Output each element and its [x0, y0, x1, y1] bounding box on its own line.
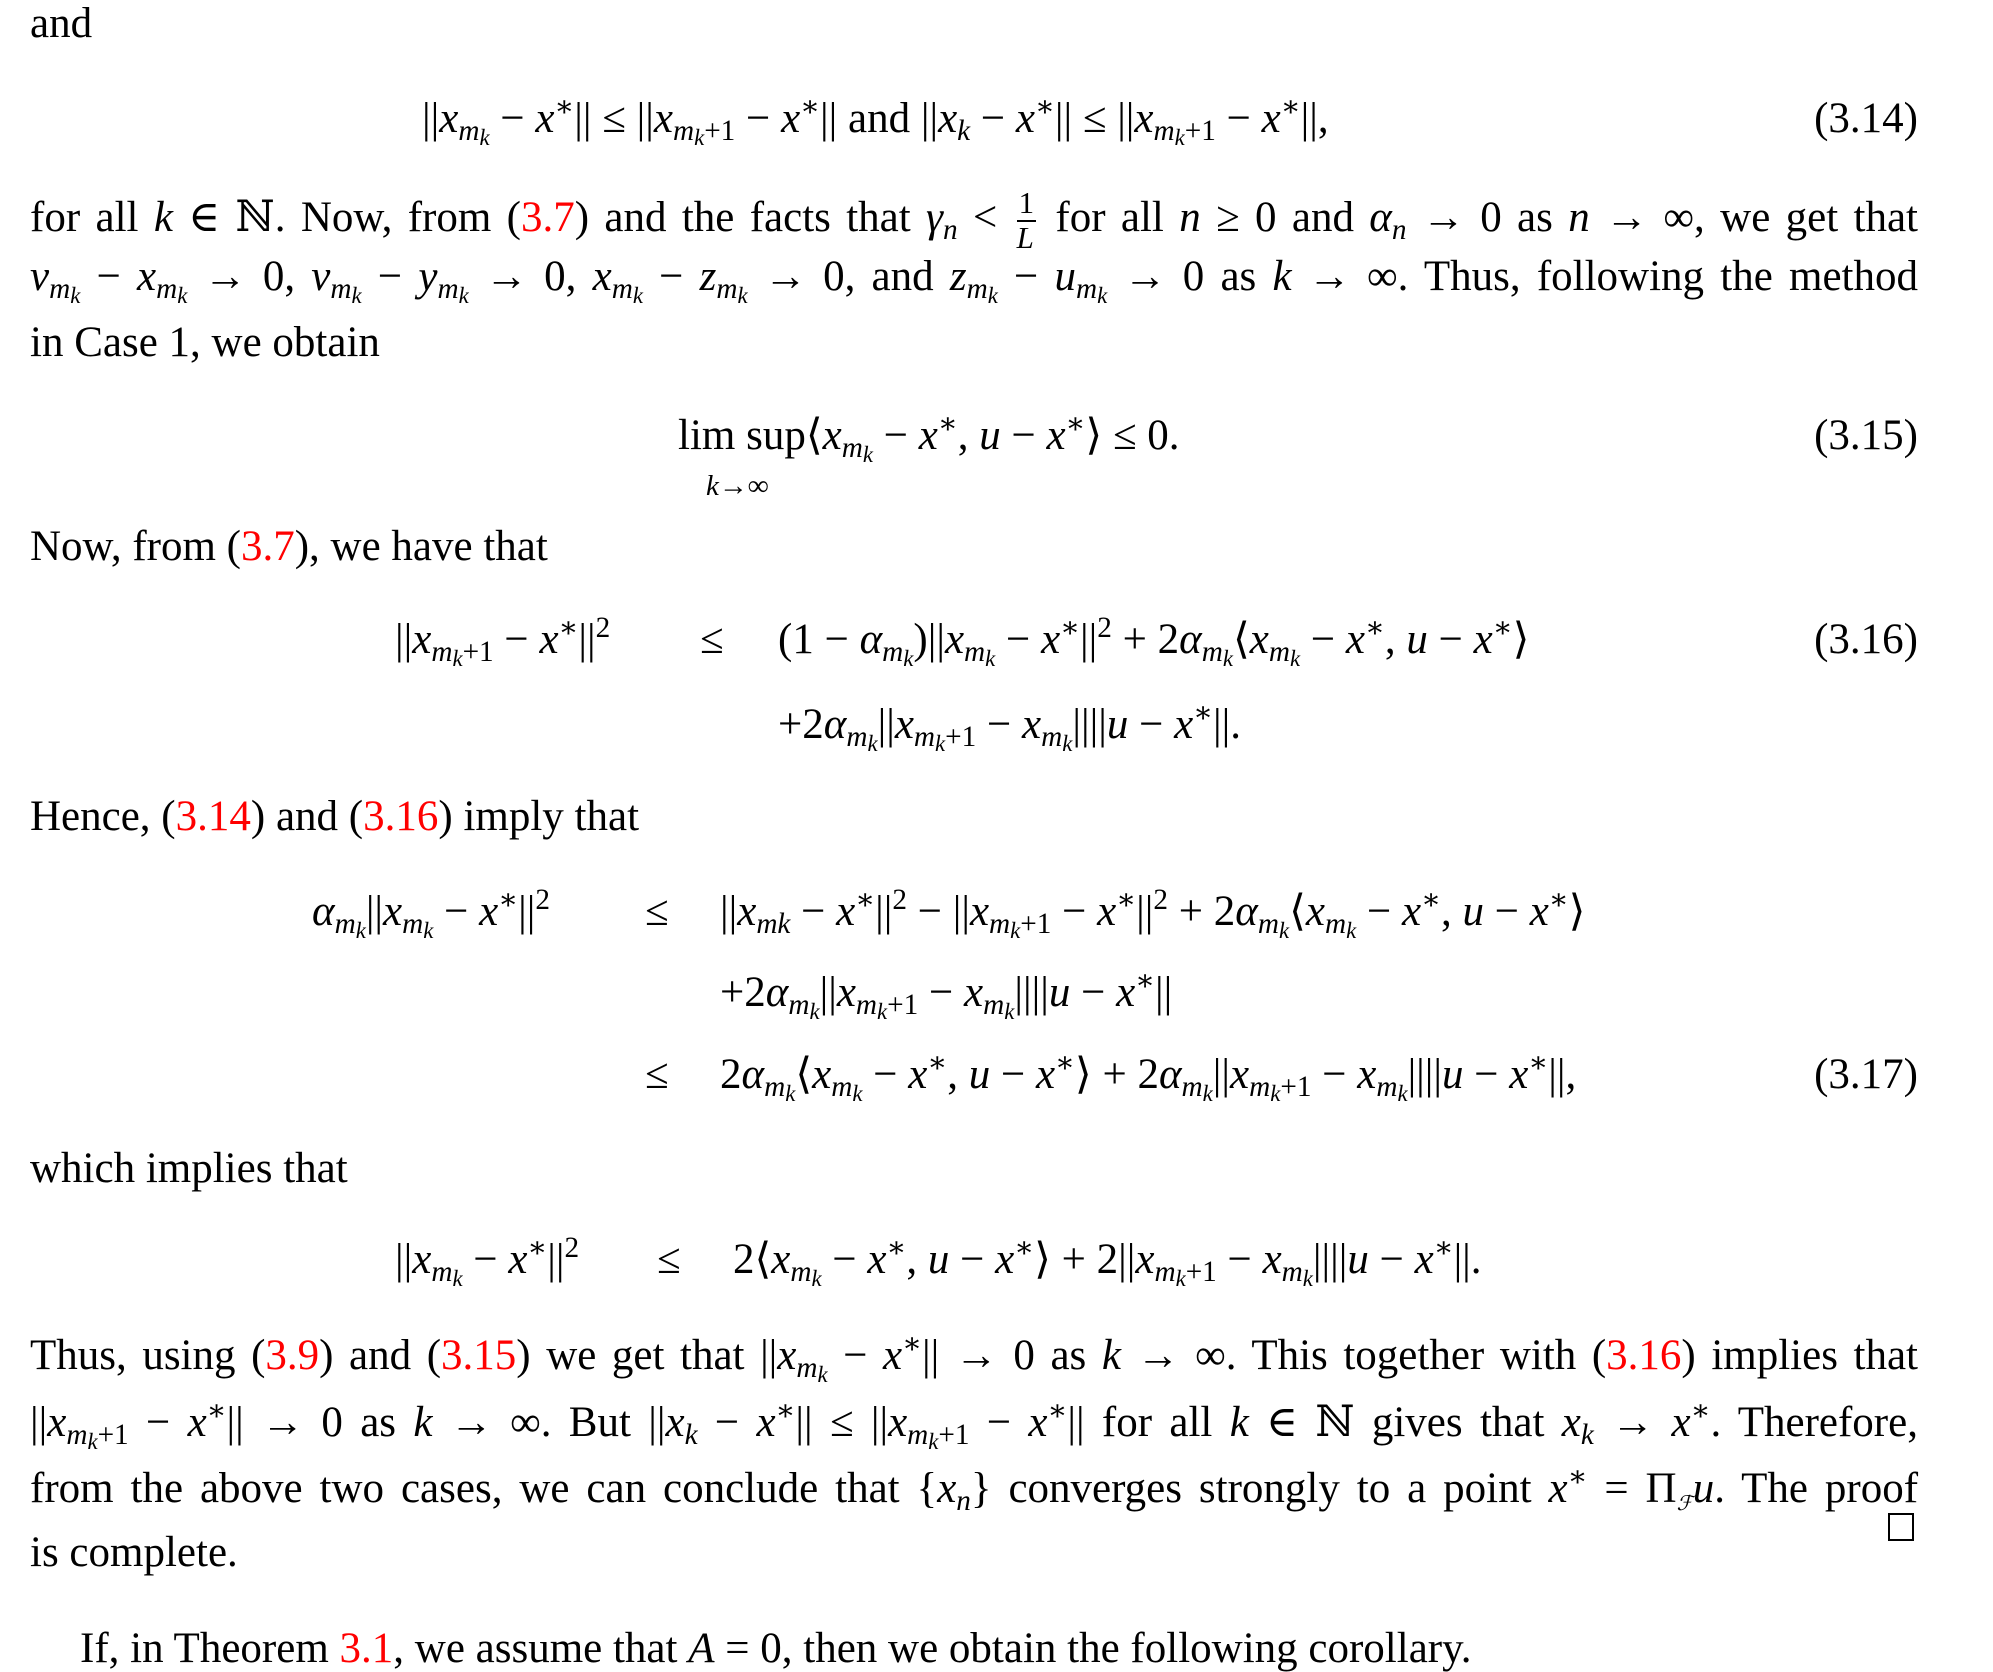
- text: , we assume that: [393, 1625, 689, 1672]
- equation-label: (3.17): [1814, 1051, 1918, 1098]
- paragraph-line: Thus, using (3.9) and (3.15) we get that $||x_{m_k} - x^∗|| \to 0$ as k → ∞. This together with (3.16) implies that: [30, 1327, 1918, 1388]
- paragraph-line: [30, 1147, 1918, 1190]
- text: . Therefore,: [1710, 1399, 1918, 1446]
- text: If, in Theorem: [80, 1625, 340, 1672]
- equation-3-17-relation: ≤: [645, 888, 669, 935]
- equation-reference-link[interactable]: 3.16: [1606, 1332, 1682, 1379]
- text: for all: [1084, 1399, 1230, 1446]
- qed-box-icon: [1888, 1513, 1914, 1541]
- equation-3-16-rhs-line1: $(1 - \alpha_{m_k})||x_{m_k} - x^∗||^2$ + $2\alpha_{m_k}⟨x_{m_k} - x^∗$, u − x∗⟩: [778, 611, 1530, 672]
- limit-subscript: k→∞: [706, 470, 769, 502]
- equation-3-17-relation-2: ≤: [645, 1051, 669, 1098]
- text: Thus, using (: [30, 1332, 266, 1379]
- paragraph-line: [30, 2, 1918, 45]
- equation-reference-link[interactable]: 3.9: [265, 1332, 320, 1379]
- text: = 0, then we obtain the following corollary.: [714, 1625, 1472, 1672]
- text: is complete.: [30, 1529, 238, 1576]
- paragraph-line: $v_{m_k} - x_{m_k} \to 0$, $v_{m_k} - y_{m_k} \to 0$, $x_{m_k} - z_{m_k} \to 0$, and $z_{m_k} - u_{m_k} \to 0$ as k → ∞. Thus, following the method: [30, 253, 1918, 309]
- equation-reference-link[interactable]: 3.14: [175, 793, 251, 840]
- paragraph-line: If, in Theorem 3.1, we assume that A = 0, then we obtain the following corollary.: [80, 1625, 1472, 1672]
- equation-reference-link[interactable]: 3.7: [240, 523, 295, 570]
- equation-unnumbered-lhs: $||x_{m_k} - x^∗||^2$: [395, 1231, 580, 1292]
- text: ) implies that: [1681, 1332, 1918, 1379]
- paragraph-line: from the above two cases, we can conclude that $\{x_n\}$ converges strongly to a point $x^∗ = \Pi_ℱu$. The proof: [30, 1460, 1919, 1518]
- equation-reference-link[interactable]: 3.7: [520, 193, 575, 241]
- equation-3-14: $||x_{m_k} - x^∗|| \le ||x_{m_k+1} - x^∗||$ and $||x_k - x^∗|| \le ||x_{m_k+1} - x^∗||$,: [422, 90, 1329, 151]
- equation-3-16-relation: ≤: [700, 616, 724, 663]
- text: ∈ ℕ. Now, from (: [172, 193, 521, 241]
- paragraph-line: [30, 795, 1918, 838]
- equation-3-16-lhs: $||x_{m_k+1} - x^∗||^2$: [395, 611, 611, 672]
- text: ∈ ℕ gives that: [1248, 1399, 1562, 1446]
- text: Now, from (: [30, 523, 241, 570]
- text: for all: [1040, 193, 1180, 241]
- paragraph-line: [30, 525, 1918, 568]
- paragraph-line: [30, 321, 1918, 364]
- text: which implies that: [30, 1145, 348, 1192]
- equation-unnumbered-rhs: $2⟨x_{m_k} - x^∗$, u − x∗⟩ + $2||x_{m_k+1} - x_{m_k}||||u - x^∗||$.: [733, 1231, 1482, 1292]
- text: for all: [30, 193, 154, 241]
- text: ) imply that: [438, 793, 640, 840]
- text: from the above two cases, we can conclude that {: [30, 1465, 938, 1512]
- equation-3-17-lhs: $\alpha_{m_k}||x_{m_k} - x^∗||^2$: [312, 883, 550, 944]
- text: ) we get that: [516, 1332, 761, 1379]
- equation-reference-link[interactable]: 3.16: [363, 793, 439, 840]
- math-var: k: [153, 193, 173, 241]
- text: → ∞, we get that: [1589, 193, 1918, 241]
- text: → 0 as: [939, 1332, 1102, 1379]
- equation-3-17-rhs-line3: $2\alpha_{m_k}⟨x_{m_k} - x^∗$, u − x∗⟩ + $2\alpha_{m_k}||x_{m_k+1} - x_{m_k}||||u - x^∗||$,: [720, 1046, 1577, 1107]
- text: ) and (: [250, 793, 364, 840]
- text: ≥ 0 and: [1200, 193, 1370, 241]
- text: } converges strongly to a point: [970, 1465, 1549, 1512]
- text: and: [30, 0, 93, 47]
- equation-3-16-rhs-line2: $+2\alpha_{m_k}||x_{m_k+1} - x_{m_k}||||u - x^∗||$.: [778, 696, 1242, 757]
- text: → 0 as: [1406, 193, 1569, 241]
- equation-3-17-rhs-line2: $+2\alpha_{m_k}||x_{m_k+1} - x_{m_k}||||u - x^∗||$: [720, 964, 1173, 1025]
- equation-label: (3.15): [1814, 412, 1918, 459]
- text: ), we have that: [294, 523, 548, 570]
- equation-3-15: $\lim sup⟨x_{m_k} - x^∗$, u − x∗⟩ ≤ 0.: [678, 407, 1180, 468]
- equation-3-17-rhs-line1: $||x_{mk} - x^∗||^2 - ||x_{m_k+1} - x^∗||^2$ + $2\alpha_{m_k}⟨x_{m_k} - x^∗$, u − x∗⟩: [720, 883, 1586, 944]
- text: → ∞. But: [432, 1399, 649, 1446]
- paragraph-line: for all k ∈ ℕ. Now, from (3.7) and the facts that $\gamma_n$ < $\frac{1}{L}$ for all n ≥ 0 and $\alpha_n \to 0$ as n → ∞, we get that: [30, 185, 1918, 255]
- equation-label: (3.14): [1814, 95, 1918, 142]
- theorem-reference-link[interactable]: 3.1: [339, 1625, 394, 1672]
- text: in Case 1, we obtain: [30, 319, 380, 366]
- equation-reference-link[interactable]: 3.15: [441, 1332, 517, 1379]
- text: → 0 as: [243, 1399, 414, 1446]
- text: Hence, (: [30, 793, 176, 840]
- fraction: $\frac{1}{L}$: [1016, 185, 1035, 255]
- text: → ∞. This together with (: [1120, 1332, 1607, 1379]
- paragraph-line: [30, 1531, 1918, 1574]
- text: ) and the facts that: [574, 193, 927, 241]
- paragraph-line: $||x_{m_k+1} - x^∗|| \to 0$ as k → ∞. But $||x_k - x^∗|| \le ||x_{m_k+1} - x^∗||$ for all k ∈ ℕ gives that $x_k \to x^∗$. Therefore,: [30, 1394, 1918, 1455]
- text: . The proof: [1714, 1465, 1919, 1512]
- equation-unnumbered-relation: ≤: [657, 1236, 681, 1283]
- text: ) and (: [319, 1332, 442, 1379]
- equation-label: (3.16): [1814, 616, 1918, 663]
